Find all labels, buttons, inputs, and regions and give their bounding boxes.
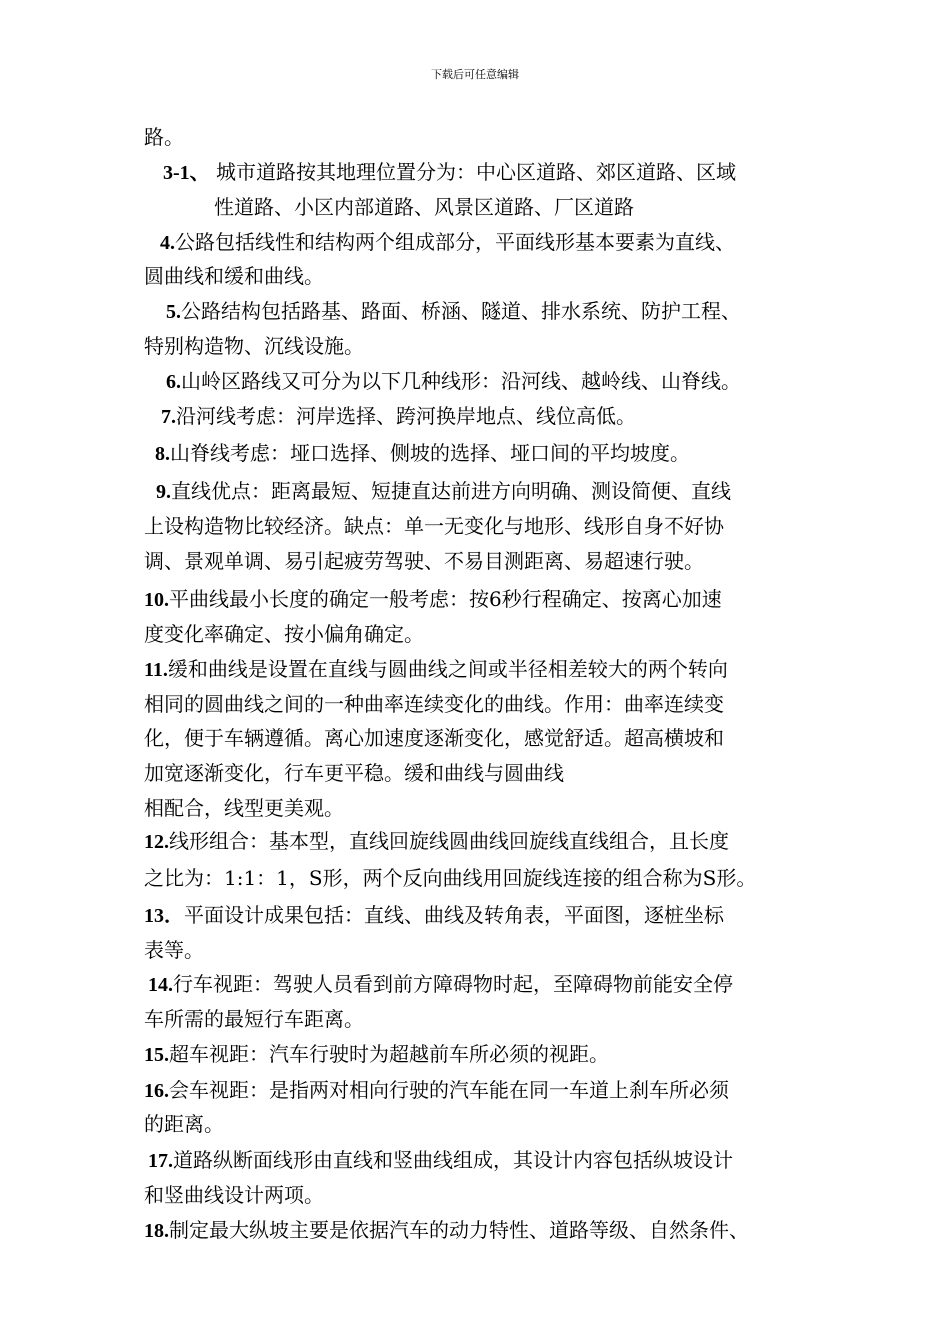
page-header: 下载后可任意编辑 xyxy=(431,68,519,81)
text-line xyxy=(144,587,722,612)
text-line xyxy=(144,549,704,574)
text-line xyxy=(144,726,724,751)
text-line xyxy=(144,692,724,717)
text-line xyxy=(144,514,724,539)
line-text: 车所需的最短行车距离。 xyxy=(144,1007,364,1031)
item-number: 8. xyxy=(155,443,170,465)
line-text: 城市道路按其地理位置分为：中心区道路、郊区道路、区域 xyxy=(209,160,737,184)
text-line xyxy=(166,299,741,324)
text-line xyxy=(144,1078,729,1103)
item-number: 16. xyxy=(144,1080,169,1102)
line-text: 特别构造物、沉线设施。 xyxy=(144,334,364,358)
line-text: 公路包括线性和结构两个组成部分，平面线形基本要素为直线、 xyxy=(175,230,735,254)
text-line xyxy=(148,1148,733,1173)
line-text: 和竖曲线设计两项。 xyxy=(144,1183,324,1207)
line-text: 表等。 xyxy=(144,938,204,962)
item-number: 5. xyxy=(166,301,181,323)
item-number: 6. xyxy=(166,371,181,393)
text-line xyxy=(144,1007,364,1032)
item-number: 15. xyxy=(144,1044,169,1066)
line-text: 制定最大纵坡主要是依据汽车的动力特性、道路等级、自然条件、 xyxy=(169,1218,749,1242)
text-line xyxy=(148,972,733,997)
line-text: 相同的圆曲线之间的一种曲率连续变化的曲线。作用：曲率连续变 xyxy=(144,692,724,716)
text-line xyxy=(144,938,204,963)
line-text: 公路结构包括路基、路面、桥涵、隧道、排水系统、防护工程、 xyxy=(181,299,741,323)
text-line xyxy=(144,829,729,854)
line-text: 之比为：1:1：1，S形，两个反向曲线用回旋线连接的组合称为S形。 xyxy=(144,866,757,890)
line-text: 调、景观单调、易引起疲劳驾驶、不易目测距离、易超速行驶。 xyxy=(144,549,704,573)
line-text: 性道路、小区内部道路、风景区道路、厂区道路 xyxy=(214,195,634,219)
text-line xyxy=(214,195,634,220)
line-text: 上设构造物比较经济。缺点：单一无变化与地形、线形自身不好协 xyxy=(144,514,724,538)
text-line xyxy=(160,230,735,255)
text-line xyxy=(163,160,736,185)
line-text: 圆曲线和缓和曲线。 xyxy=(144,264,324,288)
text-line xyxy=(161,404,636,429)
line-text: 线形组合：基本型，直线回旋线圆曲线回旋线直线组合，且长度 xyxy=(169,829,729,853)
text-line xyxy=(144,903,724,928)
line-text: 道路纵断面线形由直线和竖曲线组成，其设计内容包括纵坡设计 xyxy=(173,1148,733,1172)
line-text: 会车视距：是指两对相向行驶的汽车能在同一车道上刹车所必须 xyxy=(169,1078,729,1102)
text-line xyxy=(144,657,728,682)
text-line xyxy=(144,1112,224,1137)
line-text: 山脊线考虑：垭口选择、侧坡的选择、垭口间的平均坡度。 xyxy=(170,441,690,465)
item-number: 3-1、 xyxy=(163,162,210,184)
text-line xyxy=(144,264,324,289)
line-text: 的距离。 xyxy=(144,1112,224,1136)
line-text: 缓和曲线是设置在直线与圆曲线之间或半径相差较大的两个转向 xyxy=(167,657,728,681)
line-text: 行车视距：驾驶人员看到前方障碍物时起，至障碍物前能安全停 xyxy=(173,972,733,996)
item-number: 13． xyxy=(144,905,184,927)
text-line xyxy=(144,125,184,150)
item-number: 4. xyxy=(160,232,175,254)
text-line xyxy=(144,1183,324,1208)
item-number: 14. xyxy=(148,974,173,996)
text-line xyxy=(144,866,756,891)
line-text: 沿河线考虑：河岸选择、跨河换岸地点、线位高低。 xyxy=(176,404,636,428)
text-line xyxy=(144,1218,749,1243)
item-number: 7. xyxy=(161,406,176,428)
item-number: 10. xyxy=(144,589,169,611)
text-line xyxy=(156,479,731,504)
text-line xyxy=(144,761,564,786)
item-number: 17. xyxy=(148,1150,173,1172)
text-line xyxy=(144,1042,609,1067)
text-line xyxy=(144,622,424,647)
line-text: 路。 xyxy=(144,125,184,149)
line-text: 平面设计成果包括：直线、曲线及转角表，平面图，逐桩坐标 xyxy=(184,903,724,927)
item-number: 18. xyxy=(144,1220,169,1242)
item-number: 12. xyxy=(144,831,169,853)
line-text: 平曲线最小长度的确定一般考虑：按6秒行程确定、按离心加速 xyxy=(169,587,722,611)
line-text: 山岭区路线又可分为以下几种线形：沿河线、越岭线、山脊线。 xyxy=(181,369,741,393)
line-text: 直线优点：距离最短、短捷直达前进方向明确、测设简便、直线 xyxy=(171,479,731,503)
text-line xyxy=(144,334,364,359)
line-text: 相配合，线型更美观。 xyxy=(144,796,344,820)
line-text: 加宽逐渐变化，行车更平稳。缓和曲线与圆曲线 xyxy=(144,761,564,785)
line-text: 度变化率确定、按小偏角确定。 xyxy=(144,622,424,646)
line-text: 化，便于车辆遵循。离心加速度逐渐变化，感觉舒适。超高横坡和 xyxy=(144,726,724,750)
item-number: 11. xyxy=(144,659,168,681)
line-text: 超车视距：汽车行驶时为超越前车所必须的视距。 xyxy=(169,1042,609,1066)
text-line xyxy=(155,441,690,466)
text-line xyxy=(144,796,344,821)
text-line xyxy=(166,369,741,394)
item-number: 9. xyxy=(156,481,171,503)
